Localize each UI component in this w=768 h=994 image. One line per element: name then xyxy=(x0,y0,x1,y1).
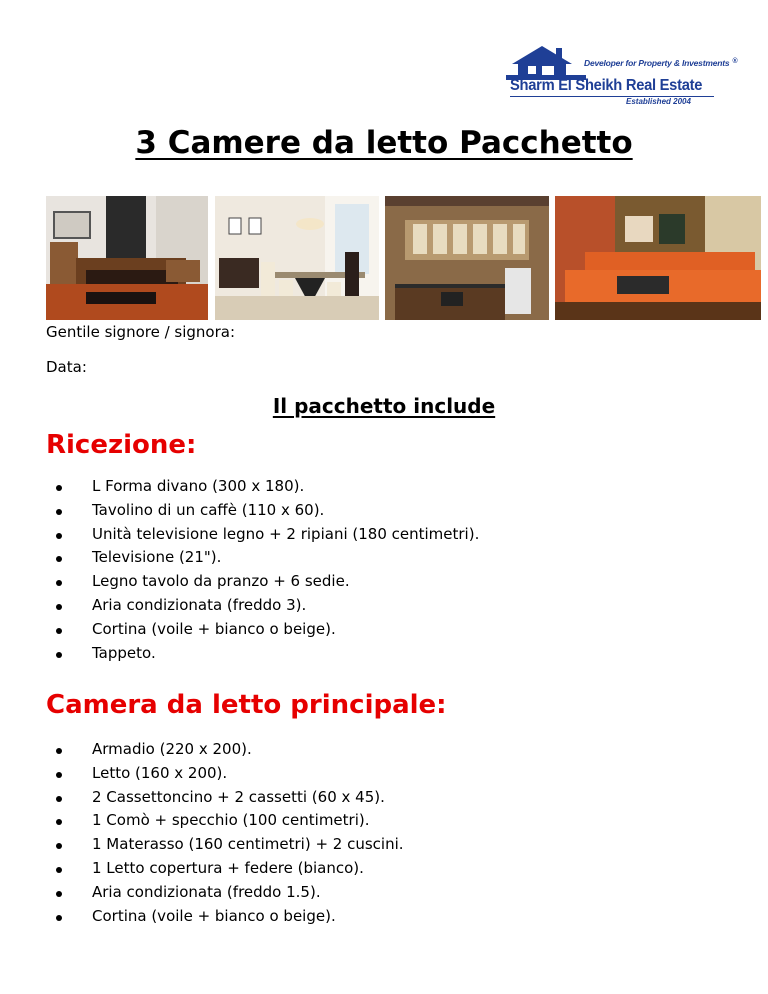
customer-label: Gentile signore / signora: xyxy=(46,323,236,341)
list-item: Cortina (voile + bianco o beige). xyxy=(46,618,479,642)
logo-established: Established 2004 xyxy=(626,97,691,106)
package-heading: Il pacchetto include xyxy=(272,394,496,418)
list-item: Aria condizionata (freddo 3). xyxy=(46,594,479,618)
master-bedroom-list xyxy=(46,738,404,928)
list-item: 1 Comò + specchio (100 centimetri). xyxy=(46,809,404,833)
company-logo xyxy=(506,44,738,108)
kitchen-photo xyxy=(385,196,549,320)
date-label: Data: xyxy=(46,358,87,376)
dining-room-photo xyxy=(215,196,379,320)
page-title: 3 Camere da letto Pacchetto xyxy=(135,125,633,161)
list-item: 1 Materasso (160 centimetri) + 2 cuscini. xyxy=(46,833,404,857)
list-item: Armadio (220 x 200). xyxy=(46,738,404,762)
list-item: Letto (160 x 200). xyxy=(46,762,404,786)
list-item: L Forma divano (300 x 180). xyxy=(46,475,479,499)
bedroom-photo xyxy=(46,196,208,320)
logo-company-name: Sharm El Sheikh Real Estate xyxy=(510,77,703,94)
list-item: Televisione (21"). xyxy=(46,546,479,570)
section-heading-master-bedroom: Camera da letto principale: xyxy=(46,690,447,720)
logo-tagline: Developer for Property & Investments ® xyxy=(584,58,738,68)
list-item: Legno tavolo da pranzo + 6 sedie. xyxy=(46,570,479,594)
house-icon xyxy=(506,44,586,80)
living-room-photo xyxy=(555,196,761,320)
list-item: Tavolino di un caffè (110 x 60). xyxy=(46,499,479,523)
list-item: Aria condizionata (freddo 1.5). xyxy=(46,881,404,905)
list-item: Tappeto. xyxy=(46,642,479,666)
reception-list xyxy=(46,475,479,665)
section-heading-reception: Ricezione: xyxy=(46,430,197,460)
list-item: Unità televisione legno + 2 ripiani (180 centimetri). xyxy=(46,523,479,547)
list-item: Cortina (voile + bianco o beige). xyxy=(46,905,404,929)
list-item: 1 Letto copertura + federe (bianco). xyxy=(46,857,404,881)
list-item: 2 Cassettoncino + 2 cassetti (60 x 45). xyxy=(46,786,404,810)
